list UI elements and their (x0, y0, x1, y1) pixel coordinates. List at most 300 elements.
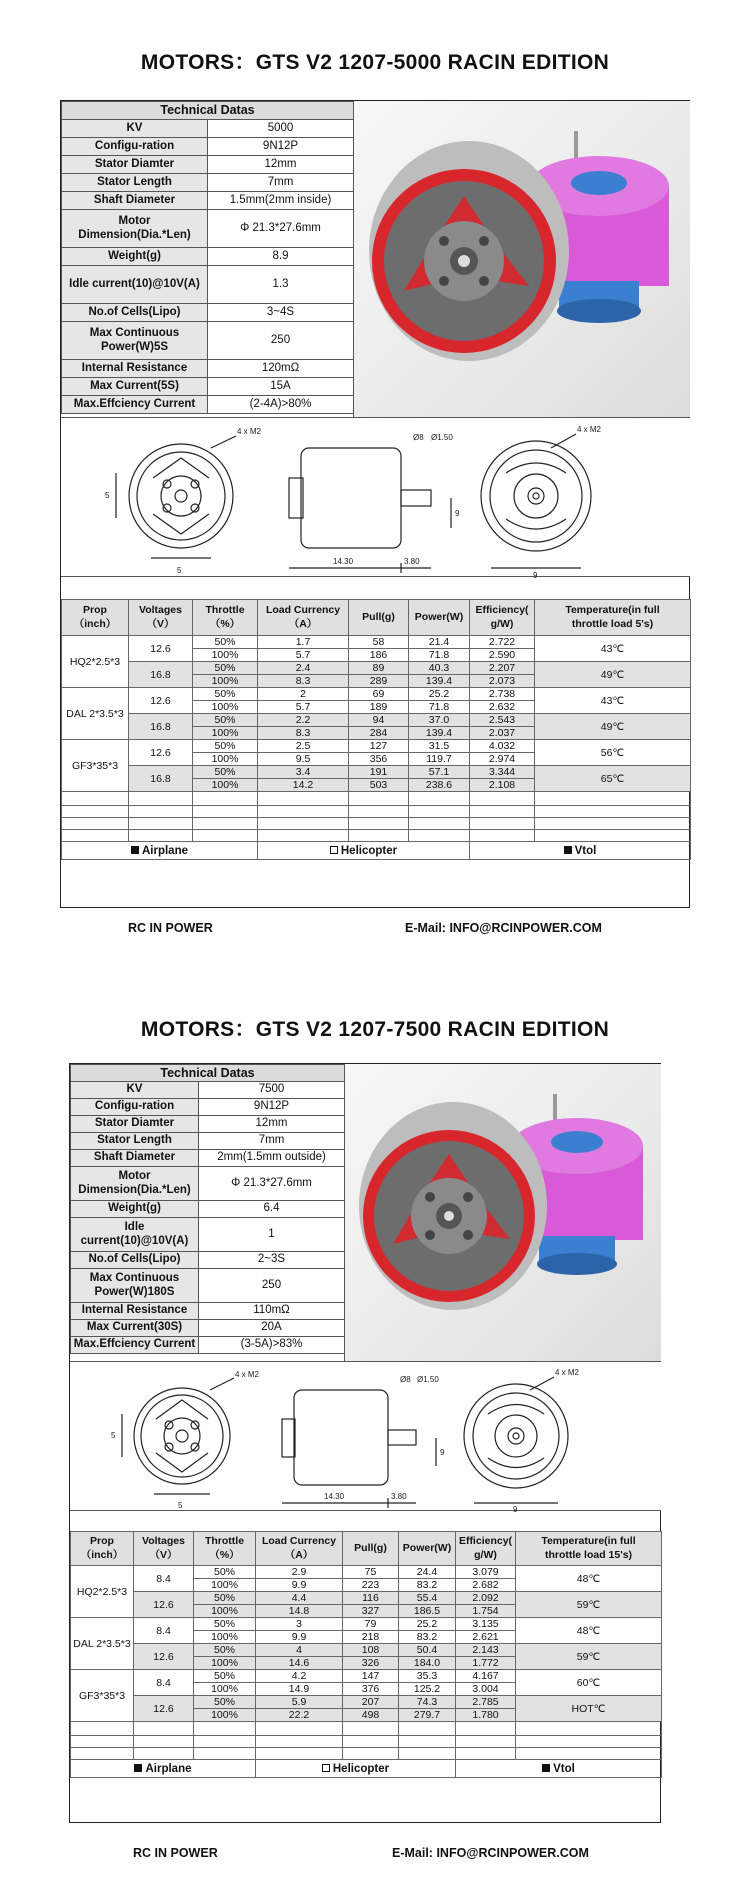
data-cell: 327 (343, 1605, 399, 1618)
col-header: Throttle （%） (194, 1532, 256, 1566)
data-cell: 100% (194, 1579, 256, 1592)
spec-label: Max Current(5S) (62, 378, 208, 396)
helicopter-option (256, 1760, 456, 1778)
airplane-option (62, 842, 258, 860)
spec-value: 250 (199, 1269, 345, 1303)
spec-label: Max Continuous Power(W)180S (71, 1269, 199, 1303)
data-cell: 25.2 (409, 688, 470, 701)
spec-label: Shaft Diameter (62, 192, 208, 210)
data-cell: 100% (193, 701, 258, 714)
data-cell: 184.0 (399, 1657, 456, 1670)
data-cell: 75 (343, 1566, 399, 1579)
dim-label: 5 (177, 566, 182, 575)
table-row (62, 662, 691, 675)
spec-label: No.of Cells(Lipo) (62, 304, 208, 322)
data-cell: 119.7 (409, 753, 470, 766)
data-cell: 191 (349, 766, 409, 779)
aircraft-type-row (62, 842, 691, 860)
data-cell: 50% (194, 1592, 256, 1605)
length-label: 3.80 (404, 557, 420, 566)
data-cell: 55.4 (399, 1592, 456, 1605)
table-row (71, 1618, 662, 1631)
data-cell: 147 (343, 1670, 399, 1683)
spec-label: Weight(g) (71, 1201, 199, 1218)
spec-label: Stator Length (71, 1133, 199, 1150)
temperature-cell: 49℃ (535, 662, 691, 688)
spec-value: 110mΩ (199, 1303, 345, 1320)
data-cell: 1.754 (456, 1605, 516, 1618)
data-cell: 21.4 (409, 636, 470, 649)
voltage-cell: 8.4 (134, 1618, 194, 1644)
spec-label: Internal Resistance (71, 1303, 199, 1320)
spec-label: Shaft Diameter (71, 1150, 199, 1167)
data-cell: 2.738 (470, 688, 535, 701)
data-cell: 50% (194, 1566, 256, 1579)
unchecked-box-icon (330, 846, 338, 854)
dimension-drawings (70, 1362, 661, 1512)
data-cell: 50% (194, 1618, 256, 1631)
blank-row (62, 818, 691, 830)
checked-box-icon (131, 846, 139, 854)
temperature-cell: 43℃ (535, 688, 691, 714)
data-cell: 50% (193, 740, 258, 753)
spec-value: 7mm (199, 1133, 345, 1150)
data-cell: 2.590 (470, 649, 535, 662)
blank-row (71, 1722, 662, 1736)
data-cell: 8.3 (258, 675, 349, 688)
data-cell: 58 (349, 636, 409, 649)
spec-label: Idle current(10)@10V(A) (71, 1218, 199, 1252)
data-cell: 57.1 (409, 766, 470, 779)
data-cell: 1.7 (258, 636, 349, 649)
data-cell: 69 (349, 688, 409, 701)
spec-value: (2-4A)>80% (208, 396, 354, 414)
helicopter-label: Helicopter (332, 1762, 390, 1775)
data-cell: 71.8 (409, 701, 470, 714)
motor-render (345, 1064, 661, 1361)
motor-render (354, 101, 690, 417)
data-cell: 50% (193, 636, 258, 649)
col-header: Prop （inch） (62, 600, 129, 636)
data-cell: 100% (193, 675, 258, 688)
voltage-cell: 12.6 (134, 1644, 194, 1670)
spec-value: Φ 21.3*27.6mm (208, 210, 354, 248)
data-cell: 279.7 (399, 1709, 456, 1722)
spec-value: 1.3 (208, 266, 354, 304)
checked-box-icon (134, 1764, 142, 1772)
spec-value: 8.9 (208, 248, 354, 266)
data-cell: 83.2 (399, 1579, 456, 1592)
col-header: Throttle （%） (193, 600, 258, 636)
col-header: Efficiency( g/W) (470, 600, 535, 636)
spec-label: Configu-ration (71, 1099, 199, 1116)
temperature-cell: HOT℃ (516, 1696, 662, 1722)
spec-label: Max Continuous Power(W)5S (62, 322, 208, 360)
temperature-cell: 56℃ (535, 740, 691, 766)
data-cell: 498 (343, 1709, 399, 1722)
contact-email: E-Mail: INFO@RCINPOWER.COM (405, 921, 602, 935)
data-cell: 100% (194, 1709, 256, 1722)
temperature-cell: 49℃ (535, 714, 691, 740)
spec-value: 120mΩ (208, 360, 354, 378)
specs-header: Technical Datas (62, 102, 354, 120)
data-cell: 9.9 (256, 1631, 343, 1644)
data-cell: 100% (193, 649, 258, 662)
data-cell: 127 (349, 740, 409, 753)
dim-label: 9 (533, 571, 538, 578)
data-cell: 3.344 (470, 766, 535, 779)
mount-hole-label: 4 x M2 (555, 1368, 580, 1377)
dim-label: 5 (178, 1501, 183, 1510)
data-cell: 50% (193, 688, 258, 701)
voltage-cell: 12.6 (134, 1592, 194, 1618)
data-cell: 22.2 (256, 1709, 343, 1722)
data-cell: 3.135 (456, 1618, 516, 1631)
table-row (71, 1644, 662, 1657)
data-cell: 356 (349, 753, 409, 766)
voltage-cell: 8.4 (134, 1566, 194, 1592)
data-cell: 139.4 (409, 675, 470, 688)
data-cell: 40.3 (409, 662, 470, 675)
aircraft-type-row (71, 1760, 662, 1778)
table-row (62, 714, 691, 727)
spec-value: 7500 (199, 1082, 345, 1099)
data-cell: 189 (349, 701, 409, 714)
data-cell: 4.167 (456, 1670, 516, 1683)
data-cell: 2.785 (456, 1696, 516, 1709)
mount-hole-label: 4 x M2 (237, 427, 262, 436)
data-cell: 116 (343, 1592, 399, 1605)
spec-value: 20A (199, 1320, 345, 1337)
mount-hole-label: 4 x M2 (235, 1370, 260, 1379)
specs-header: Technical Datas (71, 1065, 345, 1082)
data-cell: 2.543 (470, 714, 535, 727)
voltage-cell: 12.6 (129, 740, 193, 766)
data-cell: 2.5 (258, 740, 349, 753)
length-label: 14.30 (333, 557, 354, 566)
data-cell: 2.2 (258, 714, 349, 727)
col-header: Temperature(in full throttle load 15's) (516, 1532, 662, 1566)
dimension-drawings (61, 418, 690, 578)
data-cell: 35.3 (399, 1670, 456, 1683)
data-cell: 4.032 (470, 740, 535, 753)
data-cell: 100% (194, 1605, 256, 1618)
vtol-option (456, 1760, 662, 1778)
spec-label: Stator Diamter (62, 156, 208, 174)
data-cell: 223 (343, 1579, 399, 1592)
length-label: 3.80 (391, 1492, 407, 1501)
shaft-label: Ø8 (413, 433, 424, 442)
col-header: Load Currency （A） (256, 1532, 343, 1566)
blank-row (62, 830, 691, 842)
col-header: Load Currency （A） (258, 600, 349, 636)
spec-value: 2mm(1.5mm outside) (199, 1150, 345, 1167)
spec-value: (3-5A)>83% (199, 1337, 345, 1354)
prop-cell: GF3*35*3 (62, 740, 129, 792)
spec-value: 9N12P (208, 138, 354, 156)
spec-value: 6.4 (199, 1201, 345, 1218)
airplane-option (71, 1760, 256, 1778)
helicopter-option (258, 842, 470, 860)
data-cell: 2.073 (470, 675, 535, 688)
data-cell: 108 (343, 1644, 399, 1657)
data-cell: 2.9 (256, 1566, 343, 1579)
dim-label: 9 (513, 1505, 518, 1512)
data-cell: 9.9 (256, 1579, 343, 1592)
voltage-cell: 8.4 (134, 1670, 194, 1696)
spec-value: 3~4S (208, 304, 354, 322)
prop-cell: HQ2*2.5*3 (71, 1566, 134, 1618)
data-cell: 2.108 (470, 779, 535, 792)
spec-value: 12mm (208, 156, 354, 174)
length-label: 14.30 (324, 1492, 345, 1501)
data-cell: 503 (349, 779, 409, 792)
data-cell: 4.4 (256, 1592, 343, 1605)
data-cell: 100% (194, 1657, 256, 1670)
data-cell: 3 (256, 1618, 343, 1631)
motor-photo (353, 101, 690, 417)
spec-label: Stator Diamter (71, 1116, 199, 1133)
data-cell: 50% (194, 1696, 256, 1709)
data-cell: 100% (194, 1683, 256, 1696)
data-cell: 14.2 (258, 779, 349, 792)
data-cell: 2.143 (456, 1644, 516, 1657)
data-cell: 50% (193, 662, 258, 675)
data-cell: 2.632 (470, 701, 535, 714)
spec-value: 9N12P (199, 1099, 345, 1116)
data-cell: 2 (258, 688, 349, 701)
blank-row (71, 1736, 662, 1748)
spec-label: Idle current(10)@10V(A) (62, 266, 208, 304)
dim-label: 5 (111, 1431, 116, 1440)
spec-label: KV (71, 1082, 199, 1099)
data-cell: 2.621 (456, 1631, 516, 1644)
performance-table (61, 599, 691, 860)
data-cell: 186.5 (399, 1605, 456, 1618)
shaft-label: Ø1.50 (431, 433, 453, 442)
temperature-cell: 59℃ (516, 1644, 662, 1670)
voltage-cell: 16.8 (129, 766, 193, 792)
checked-box-icon (564, 846, 572, 854)
dim-label: 9 (440, 1448, 445, 1457)
data-cell: 50% (194, 1644, 256, 1657)
data-cell: 74.3 (399, 1696, 456, 1709)
data-cell: 326 (343, 1657, 399, 1670)
data-cell: 2.037 (470, 727, 535, 740)
spec-value: 12mm (199, 1116, 345, 1133)
dim-label: 9 (455, 509, 460, 518)
col-header: Prop （inch） (71, 1532, 134, 1566)
data-cell: 50% (194, 1670, 256, 1683)
data-cell: 207 (343, 1696, 399, 1709)
table-row (62, 740, 691, 753)
data-cell: 125.2 (399, 1683, 456, 1696)
data-cell: 3.079 (456, 1566, 516, 1579)
data-cell: 50% (193, 766, 258, 779)
data-cell: 14.8 (256, 1605, 343, 1618)
data-cell: 50.4 (399, 1644, 456, 1657)
blank-row (62, 792, 691, 806)
table-row (71, 1566, 662, 1579)
checked-box-icon (542, 1764, 550, 1772)
data-cell: 31.5 (409, 740, 470, 753)
data-cell: 9.5 (258, 753, 349, 766)
spec-label: Weight(g) (62, 248, 208, 266)
prop-cell: DAL 2*3.5*3 (62, 688, 129, 740)
brand-name: RC IN POWER (133, 1846, 218, 1860)
temperature-cell: 43℃ (535, 636, 691, 662)
data-cell: 25.2 (399, 1618, 456, 1631)
spec-label: Configu-ration (62, 138, 208, 156)
unchecked-box-icon (322, 1764, 330, 1772)
data-cell: 289 (349, 675, 409, 688)
data-cell: 8.3 (258, 727, 349, 740)
spec-value: 1 (199, 1218, 345, 1252)
sheet-title: MOTORS：GTS V2 1207-5000 RACIN EDITION (140, 51, 610, 74)
col-header: Efficiency( g/W) (456, 1532, 516, 1566)
spec-label: Internal Resistance (62, 360, 208, 378)
data-cell: 3.4 (258, 766, 349, 779)
brand-name: RC IN POWER (128, 921, 213, 935)
temperature-cell: 48℃ (516, 1618, 662, 1644)
table-row (62, 688, 691, 701)
spec-label: KV (62, 120, 208, 138)
table-row (71, 1696, 662, 1709)
contact-email: E-Mail: INFO@RCINPOWER.COM (392, 1846, 589, 1860)
data-cell: 5.9 (256, 1696, 343, 1709)
table-row (62, 636, 691, 649)
voltage-cell: 16.8 (129, 714, 193, 740)
spec-label: Motor Dimension(Dia.*Len) (71, 1167, 199, 1201)
airplane-label: Airplane (141, 844, 188, 857)
mount-hole-label: 4 x M2 (577, 425, 602, 434)
data-cell: 1.772 (456, 1657, 516, 1670)
temperature-cell: 65℃ (535, 766, 691, 792)
table-row (71, 1592, 662, 1605)
data-cell: 24.4 (399, 1566, 456, 1579)
spec-sheet-2 (0, 950, 750, 1889)
vtol-label: Vtol (574, 844, 597, 857)
spec-label: Max.Effciency Current (62, 396, 208, 414)
prop-cell: DAL 2*3.5*3 (71, 1618, 134, 1670)
data-cell: 218 (343, 1631, 399, 1644)
motor-photo (344, 1064, 661, 1361)
voltage-cell: 12.6 (129, 636, 193, 662)
datasheet-frame (60, 100, 690, 908)
shaft-label: Ø1.50 (417, 1375, 439, 1384)
prop-cell: GF3*35*3 (71, 1670, 134, 1722)
data-cell: 2.682 (456, 1579, 516, 1592)
data-cell: 50% (193, 714, 258, 727)
spec-value: Φ 21.3*27.6mm (199, 1167, 345, 1201)
shaft-label: Ø8 (400, 1375, 411, 1384)
vtol-label: Vtol (553, 1762, 575, 1775)
specs-table (70, 1064, 345, 1354)
data-cell: 4.2 (256, 1670, 343, 1683)
data-cell: 14.6 (256, 1657, 343, 1670)
blank-row (71, 1748, 662, 1760)
data-cell: 2.974 (470, 753, 535, 766)
data-cell: 4 (256, 1644, 343, 1657)
spec-value: 1.5mm(2mm inside) (208, 192, 354, 210)
data-cell: 100% (193, 753, 258, 766)
spec-value: 15A (208, 378, 354, 396)
data-cell: 100% (193, 779, 258, 792)
perf-header-row (71, 1532, 662, 1566)
spec-label: Max.Effciency Current (71, 1337, 199, 1354)
dim-label: 5 (105, 491, 110, 500)
data-cell: 94 (349, 714, 409, 727)
specs-table (61, 101, 354, 414)
data-cell: 89 (349, 662, 409, 675)
col-header: Voltages （V） (134, 1532, 194, 1566)
spec-label: Motor Dimension(Dia.*Len) (62, 210, 208, 248)
table-row (62, 766, 691, 779)
data-cell: 2.207 (470, 662, 535, 675)
data-cell: 5.7 (258, 701, 349, 714)
voltage-cell: 16.8 (129, 662, 193, 688)
vtol-option (470, 842, 691, 860)
spec-value: 7mm (208, 174, 354, 192)
data-cell: 2.722 (470, 636, 535, 649)
temperature-cell: 48℃ (516, 1566, 662, 1592)
temperature-cell: 59℃ (516, 1592, 662, 1618)
data-cell: 1.780 (456, 1709, 516, 1722)
data-cell: 238.6 (409, 779, 470, 792)
data-cell: 100% (194, 1631, 256, 1644)
col-header: Power(W) (399, 1532, 456, 1566)
perf-header-row (62, 600, 691, 636)
technical-drawings (61, 417, 690, 577)
col-header: Pull(g) (349, 600, 409, 636)
blank-row (62, 806, 691, 818)
data-cell: 2.4 (258, 662, 349, 675)
data-cell: 14.9 (256, 1683, 343, 1696)
temperature-cell: 60℃ (516, 1670, 662, 1696)
data-cell: 100% (193, 727, 258, 740)
performance-table (70, 1531, 662, 1778)
prop-cell: HQ2*2.5*3 (62, 636, 129, 688)
data-cell: 83.2 (399, 1631, 456, 1644)
sheet-title: MOTORS：GTS V2 1207-7500 RACIN EDITION (140, 1018, 610, 1041)
spec-label: No.of Cells(Lipo) (71, 1252, 199, 1269)
spec-value: 250 (208, 322, 354, 360)
data-cell: 5.7 (258, 649, 349, 662)
data-cell: 3.004 (456, 1683, 516, 1696)
airplane-label: Airplane (145, 1762, 192, 1775)
col-header: Pull(g) (343, 1532, 399, 1566)
voltage-cell: 12.6 (129, 688, 193, 714)
helicopter-label: Helicopter (340, 844, 398, 857)
datasheet-frame (69, 1063, 661, 1823)
col-header: Power(W) (409, 600, 470, 636)
data-cell: 284 (349, 727, 409, 740)
col-header: Temperature(in full throttle load 5's) (535, 600, 691, 636)
voltage-cell: 12.6 (134, 1696, 194, 1722)
spec-label: Stator Length (62, 174, 208, 192)
data-cell: 376 (343, 1683, 399, 1696)
data-cell: 79 (343, 1618, 399, 1631)
table-row (71, 1670, 662, 1683)
technical-drawings (70, 1361, 661, 1511)
data-cell: 139.4 (409, 727, 470, 740)
data-cell: 186 (349, 649, 409, 662)
data-cell: 71.8 (409, 649, 470, 662)
col-header: Voltages （V） (129, 600, 193, 636)
data-cell: 37.0 (409, 714, 470, 727)
spec-label: Max Current(30S) (71, 1320, 199, 1337)
spec-value: 2~3S (199, 1252, 345, 1269)
